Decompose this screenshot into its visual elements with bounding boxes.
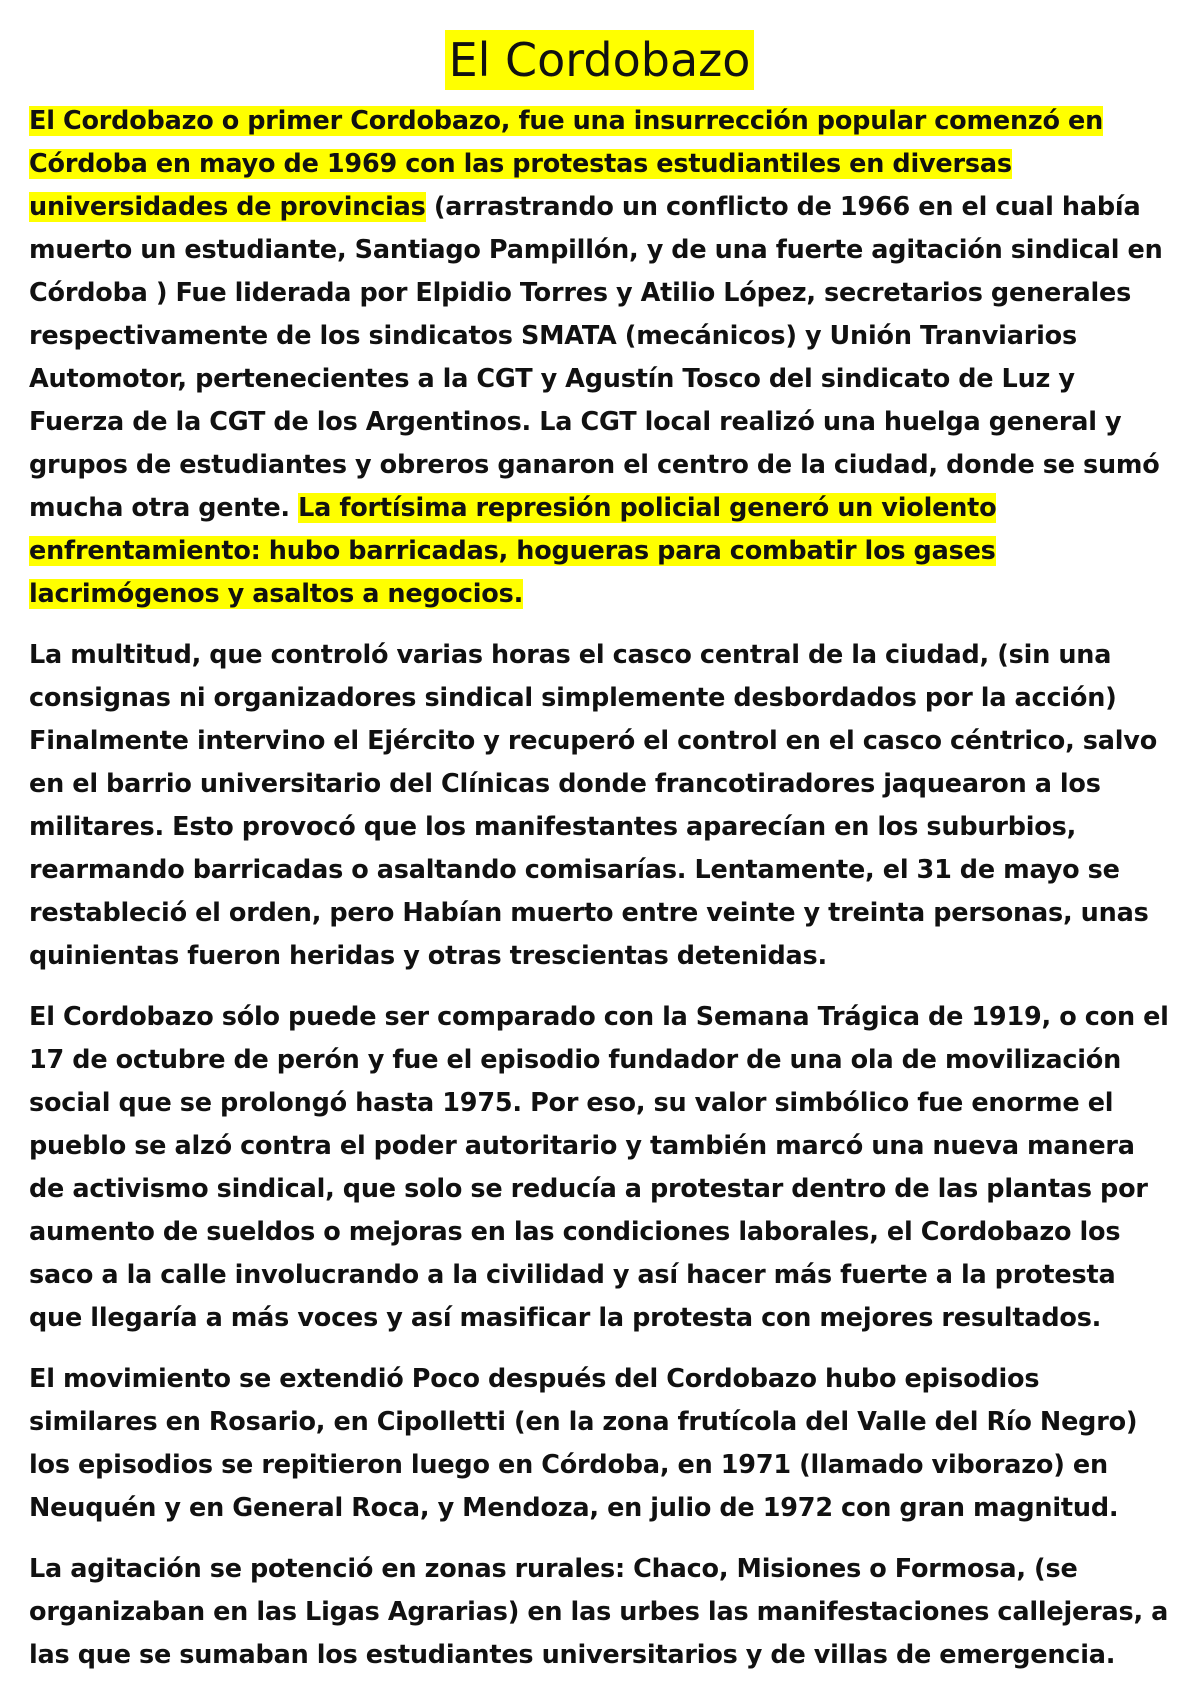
body-text: La multitud, que controló varias horas el casco central de la ciudad, (sin una consignas ni organizadores sindical simplemente desbordados por la acción) Finalmente intervino el Ejército y recuperó el control en el casco céntrico, salvo en el barrio universitario del Clínicas donde francotiradores jaquearon a los militares. Esto provocó que los manifestantes aparecían en los suburbios, rearmando barricadas o asaltando comisarías. Lentamente, el 31 de mayo se restableció el orden, pero Habían muerto entre veinte y treinta personas, unas quinientas fueron heridas y otras trescientas detenidas. bbox=[29, 640, 1158, 971]
body-text: (arrastrando un conflicto de 1966 en el cual había muerto un estudiante, Santiago Pampillón, y de una fuerte agitación sindical en Córdoba ) Fue liderada por Elpidio Torres y Atilio López, secretarios generales respectivamente de los sindicatos SMATA (mecánicos) y Unión Tranviarios Automotor, pertenecientes a la CGT y Agustín Tosco del sindicato de Luz y Fuerza de la CGT de los Argentinos. La CGT local realizó una huelga general y grupos de estudiantes y obreros ganaron el centro de la ciudad, donde se sumó mucha otra gente. bbox=[29, 192, 1163, 523]
highlighted-text: La fortísima represión policial generó un violento enfrentamiento: hubo barricadas, hogueras para combatir los gases lacrimógenos y asaltos a negocios. bbox=[29, 493, 997, 609]
paragraph-1 bbox=[29, 100, 1170, 616]
body-text: La agitación se potenció en zonas rurales: Chaco, Misiones o Formosa, (se organizaban en las Ligas Agrarias) en las urbes las manifestaciones callejeras, a las que se sumaban los estudiantes universitarios y de villas de emergencia. bbox=[29, 1554, 1169, 1670]
paragraph-5 bbox=[29, 1548, 1170, 1677]
body-text: El movimiento se extendió Poco después del Cordobazo hubo episodios similares en Rosario, en Cipolletti (en la zona frutícola del Valle del Río Negro) los episodios se repitieron luego en Córdoba, en 1971 (llamado viborazo) en Neuquén y en General Roca, y Mendoza, en julio de 1972 con gran magnitud. bbox=[29, 1364, 1138, 1523]
document-title: El Cordobazo bbox=[445, 30, 755, 90]
body-text: El Cordobazo sólo puede ser comparado con la Semana Trágica de 1919, o con el 17 de octubre de perón y fue el episodio fundador de una ola de movilización social que se prolongó hasta 1975. Por eso, su valor simbólico fue enorme el pueblo se alzó contra el poder autoritario y también marcó una nueva manera de activismo sindical, que solo se reducía a protestar dentro de las plantas por aumento de sueldos o mejoras en las condiciones laborales, el Cordobazo los saco a la calle involucrando a la civilidad y así hacer más fuerte a la protesta que llegaría a más voces y así masificar la protesta con mejores resultados. bbox=[29, 1002, 1169, 1333]
paragraph-2 bbox=[29, 634, 1170, 978]
paragraph-4 bbox=[29, 1358, 1170, 1530]
highlighted-text: El Cordobazo o primer Cordobazo, fue una insurrección popular comenzó en Córdoba en mayo de 1969 con las protestas estudiantiles en diversas universidades de provincias bbox=[29, 106, 1104, 222]
paragraph-3 bbox=[29, 996, 1170, 1340]
title-container bbox=[29, 30, 1170, 90]
